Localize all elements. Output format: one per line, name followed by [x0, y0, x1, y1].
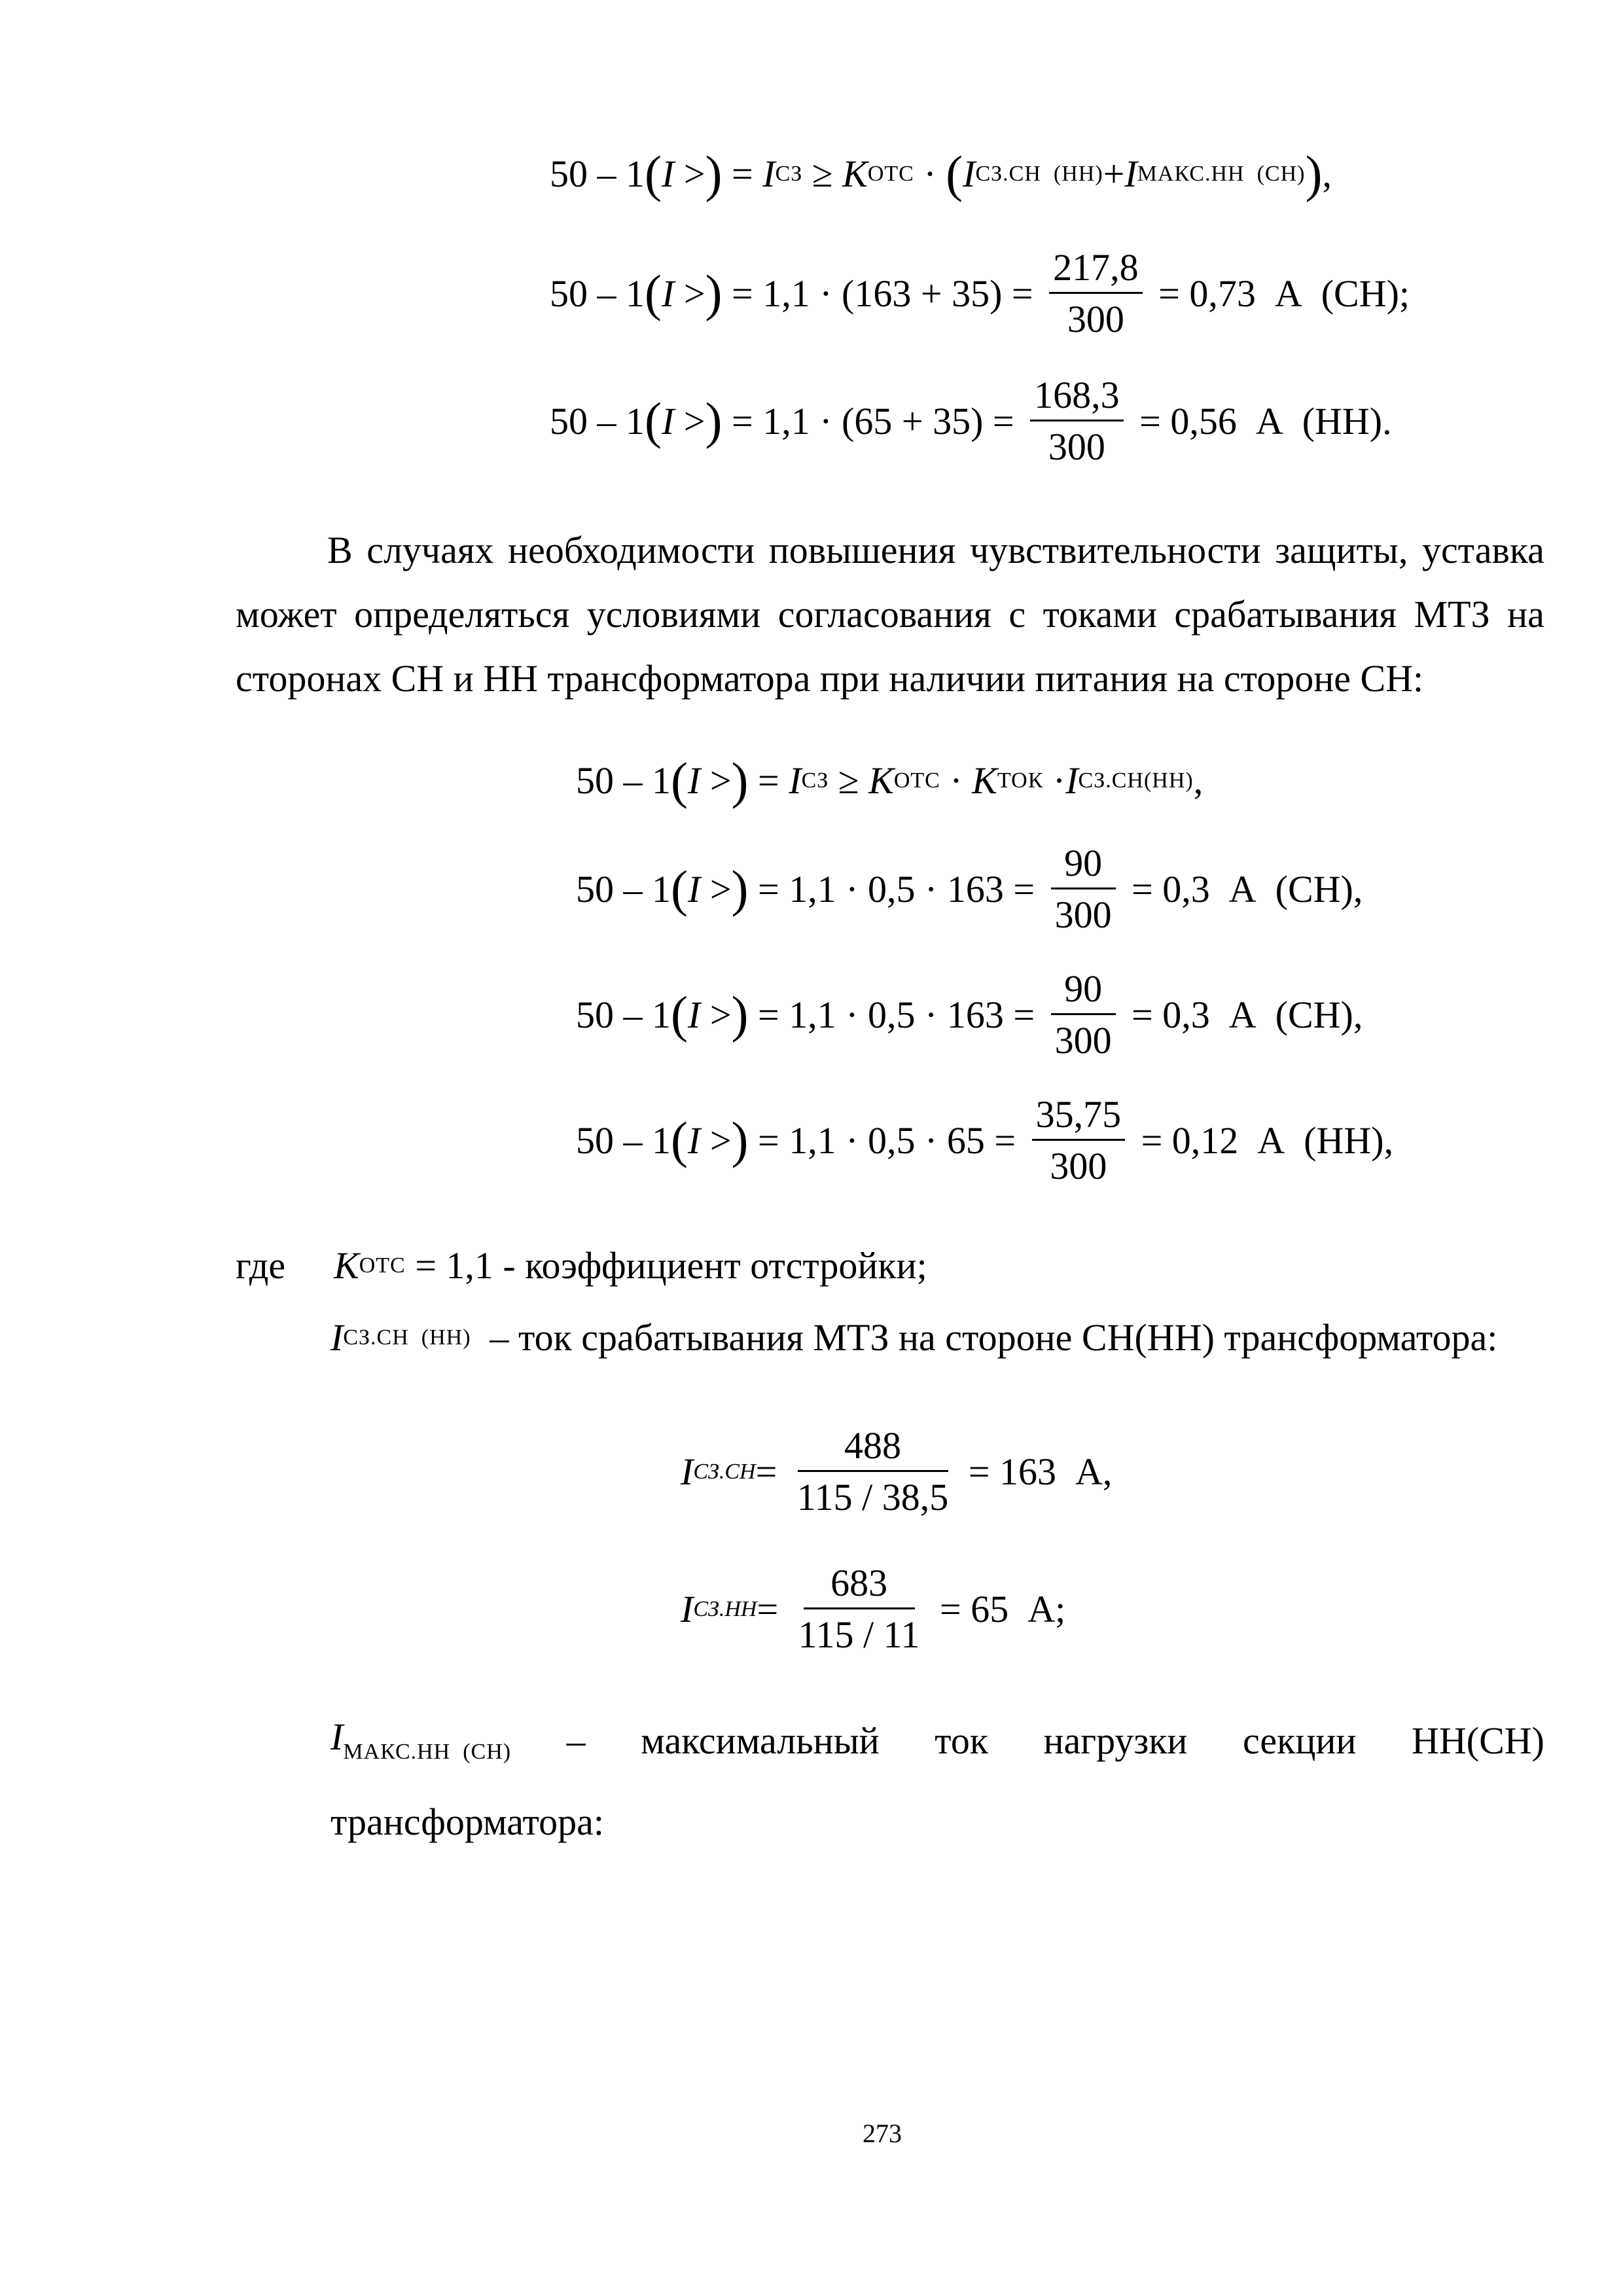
formula-text: = 0,3 А (СН), — [1122, 867, 1363, 910]
variable: I — [789, 759, 802, 802]
denominator: 300 — [1054, 893, 1112, 936]
formula-1 — [550, 145, 1332, 202]
numerator: 488 — [844, 1424, 902, 1467]
subscript: СЗ.СН (НН) — [343, 1325, 471, 1350]
formula-text: = 1,1 · — [722, 399, 842, 442]
subscript: СЗ — [801, 768, 829, 793]
word: случаях — [366, 529, 494, 571]
variable: I — [762, 152, 776, 196]
paren: ( — [645, 145, 662, 202]
formula-text: · — [1043, 759, 1066, 802]
formula-text: 50 – 1 — [550, 399, 645, 442]
subscript: МАКС.НН (СН) — [1137, 162, 1306, 187]
variable: I — [661, 152, 675, 196]
word: условиями — [586, 593, 761, 636]
formula-4 — [576, 752, 1204, 809]
paren: ) — [705, 392, 722, 450]
word: секции — [1242, 1719, 1357, 1762]
formula-text: , — [1193, 759, 1204, 802]
formula-text: = 1,1 · — [722, 272, 842, 315]
formula-text: , — [1322, 152, 1332, 196]
numerator: 683 — [830, 1562, 888, 1604]
variable: I — [661, 272, 675, 315]
numerator: 35,75 — [1035, 1093, 1122, 1136]
formula-7 — [576, 1093, 1394, 1187]
last-definition-line-2: трансформатора: — [330, 1801, 604, 1843]
word: МТЗ — [1414, 593, 1490, 636]
definition-text: - коэффициент отстройки; — [493, 1244, 927, 1287]
formula-text: = — [757, 1587, 788, 1630]
variable: I — [1065, 759, 1079, 802]
numerator: 217,8 — [1053, 246, 1139, 289]
formula-text: 50 – 1 — [576, 1119, 671, 1162]
paragraph-line-2 — [236, 593, 1544, 636]
subscript: ОТС — [359, 1253, 406, 1278]
word: ток — [935, 1719, 988, 1762]
word: определяться — [354, 593, 570, 636]
paren: ( — [671, 752, 688, 809]
paren: ) — [731, 860, 749, 918]
variable: I — [687, 993, 701, 1036]
formula-6 — [576, 967, 1363, 1062]
page-number: 273 — [863, 2119, 902, 2148]
denominator: 300 — [1054, 1019, 1112, 1062]
formula-text: = 163 А, — [959, 1450, 1113, 1493]
word: может — [236, 593, 337, 636]
formula-2 — [550, 246, 1410, 340]
paren: ( — [671, 986, 688, 1043]
denominator: 300 — [1050, 1145, 1107, 1187]
formula-text: + — [1103, 152, 1125, 196]
formula-text: > — [700, 1119, 732, 1162]
where-label: где — [236, 1244, 286, 1287]
word: НН(СН) — [1411, 1719, 1544, 1762]
fraction — [1051, 844, 1116, 934]
last-definition-line-1 — [330, 1715, 1544, 1764]
variable: I — [687, 867, 701, 910]
word: – — [566, 1719, 586, 1762]
formula-text: = — [1002, 272, 1043, 315]
formula-text: > — [700, 993, 732, 1036]
subscript: СЗ.НН — [693, 1596, 757, 1621]
variable: I — [330, 1715, 344, 1758]
formula-text: = — [983, 399, 1024, 442]
word: на — [1507, 593, 1544, 636]
formula-text: · — [940, 759, 972, 802]
fraction — [1049, 246, 1143, 340]
formula-text: 50 – 1 — [550, 272, 645, 315]
denominator: 300 — [1067, 298, 1124, 340]
numerator: 90 — [1064, 967, 1103, 1010]
word: с — [1008, 593, 1026, 636]
paragraph-line-3: сторонах СН и НН трансформатора при наличии питания на стороне СН: — [236, 657, 1424, 700]
paren: ( — [671, 860, 688, 918]
formula-text: = 0,56 А (НН). — [1130, 399, 1392, 442]
formula-text: 50 – 1 — [576, 759, 671, 802]
variable: K — [842, 152, 868, 196]
definition-text: – ток срабатывания МТЗ на стороне СН(НН) трансформатора: — [471, 1316, 1498, 1359]
formula-text: = — [748, 759, 789, 802]
paragraph-line-1 — [327, 531, 1544, 569]
word: уставка — [1421, 529, 1544, 571]
numerator: 168,3 — [1034, 374, 1120, 416]
variable: I — [1124, 152, 1137, 196]
word: срабатывания — [1174, 593, 1397, 636]
formula-text: = 65 А; — [930, 1587, 1066, 1630]
formula-text: = — [755, 1450, 787, 1493]
paren: ) — [731, 1111, 749, 1169]
variable: I — [681, 1587, 694, 1630]
fraction — [1032, 1093, 1126, 1187]
subscript: СЗ.СН (НН) — [975, 162, 1103, 187]
formula-text: = 0,12 А (НН), — [1132, 1119, 1394, 1162]
formula-text: > — [700, 759, 732, 802]
formula-8 — [681, 1424, 1113, 1518]
formula-text: = 1,1 · 0,5 · 163 = — [748, 867, 1044, 910]
variable: I — [687, 1119, 701, 1162]
denominator: 115 / 38,5 — [796, 1476, 949, 1518]
paren: ( — [645, 392, 662, 450]
word: токами — [1043, 593, 1157, 636]
formula-text: ≥ — [802, 152, 843, 196]
formula-3 — [550, 376, 1392, 466]
word: необходимости — [508, 529, 755, 571]
formula-text: > — [674, 272, 705, 315]
numerator: 90 — [1064, 842, 1103, 884]
subscript: СЗ — [775, 162, 803, 187]
word: согласования — [777, 593, 991, 636]
variable: I — [687, 759, 701, 802]
fraction — [793, 1424, 952, 1518]
word: нагрузки — [1043, 1719, 1188, 1762]
word: максимальный — [641, 1719, 880, 1762]
paren: ) — [731, 986, 749, 1043]
formula-text: = 0,73 А (СН); — [1149, 272, 1410, 315]
subscript: ОТС — [893, 768, 940, 793]
subscript: СЗ.СН(НН) — [1078, 768, 1194, 793]
paren: ( — [671, 1111, 688, 1169]
word: защиты, — [1275, 529, 1408, 571]
denominator: 115 / 11 — [798, 1613, 920, 1656]
subscript: ТОК — [997, 768, 1044, 793]
formula-text: = 1,1 · 0,5 · 163 = — [748, 993, 1044, 1036]
paren: ( — [946, 145, 963, 202]
formula-text: 50 – 1 — [576, 867, 671, 910]
paren: ) — [705, 145, 722, 202]
word: В — [327, 529, 353, 571]
fraction — [1051, 967, 1116, 1062]
formula-text: > — [674, 399, 705, 442]
variable: K — [334, 1244, 359, 1287]
formula-text: = — [722, 152, 763, 196]
where-line-2 — [330, 1316, 1498, 1359]
formula-text: ≥ — [829, 759, 869, 802]
word: повышения — [768, 529, 956, 571]
formula-text: = 0,3 А (СН), — [1122, 993, 1363, 1036]
formula-text: = 1,1 — [405, 1244, 493, 1287]
formula-text: > — [700, 867, 732, 910]
max-current-symbol — [330, 1715, 512, 1764]
subscript: МАКС.НН (СН) — [343, 1740, 512, 1764]
paren: ) — [705, 264, 722, 322]
variable: I — [963, 152, 976, 196]
formula-text: (65 + 35) — [842, 399, 984, 442]
formula-text: > — [674, 152, 705, 196]
formula-text: (163 + 35) — [842, 272, 1003, 315]
fraction — [794, 1564, 924, 1654]
paren: ( — [645, 264, 662, 322]
variable: K — [868, 759, 894, 802]
subscript: ОТС — [867, 162, 914, 187]
variable: I — [681, 1450, 694, 1493]
subscript: СЗ.СН — [693, 1459, 756, 1484]
variable: I — [661, 399, 675, 442]
formula-text: 50 – 1 — [576, 993, 671, 1036]
paren: ) — [731, 752, 749, 809]
variable: K — [972, 759, 997, 802]
denominator: 300 — [1048, 425, 1105, 468]
variable: I — [330, 1316, 344, 1359]
where-line-1 — [236, 1244, 927, 1287]
word: чувствительности — [969, 529, 1261, 571]
formula-text: · — [914, 152, 946, 196]
paren: ) — [1305, 145, 1323, 202]
formula-text: = 1,1 · 0,5 · 65 = — [748, 1119, 1026, 1162]
formula-text: 50 – 1 — [550, 152, 645, 196]
fraction — [1030, 376, 1124, 466]
formula-9 — [681, 1564, 1065, 1654]
formula-5 — [576, 844, 1363, 934]
